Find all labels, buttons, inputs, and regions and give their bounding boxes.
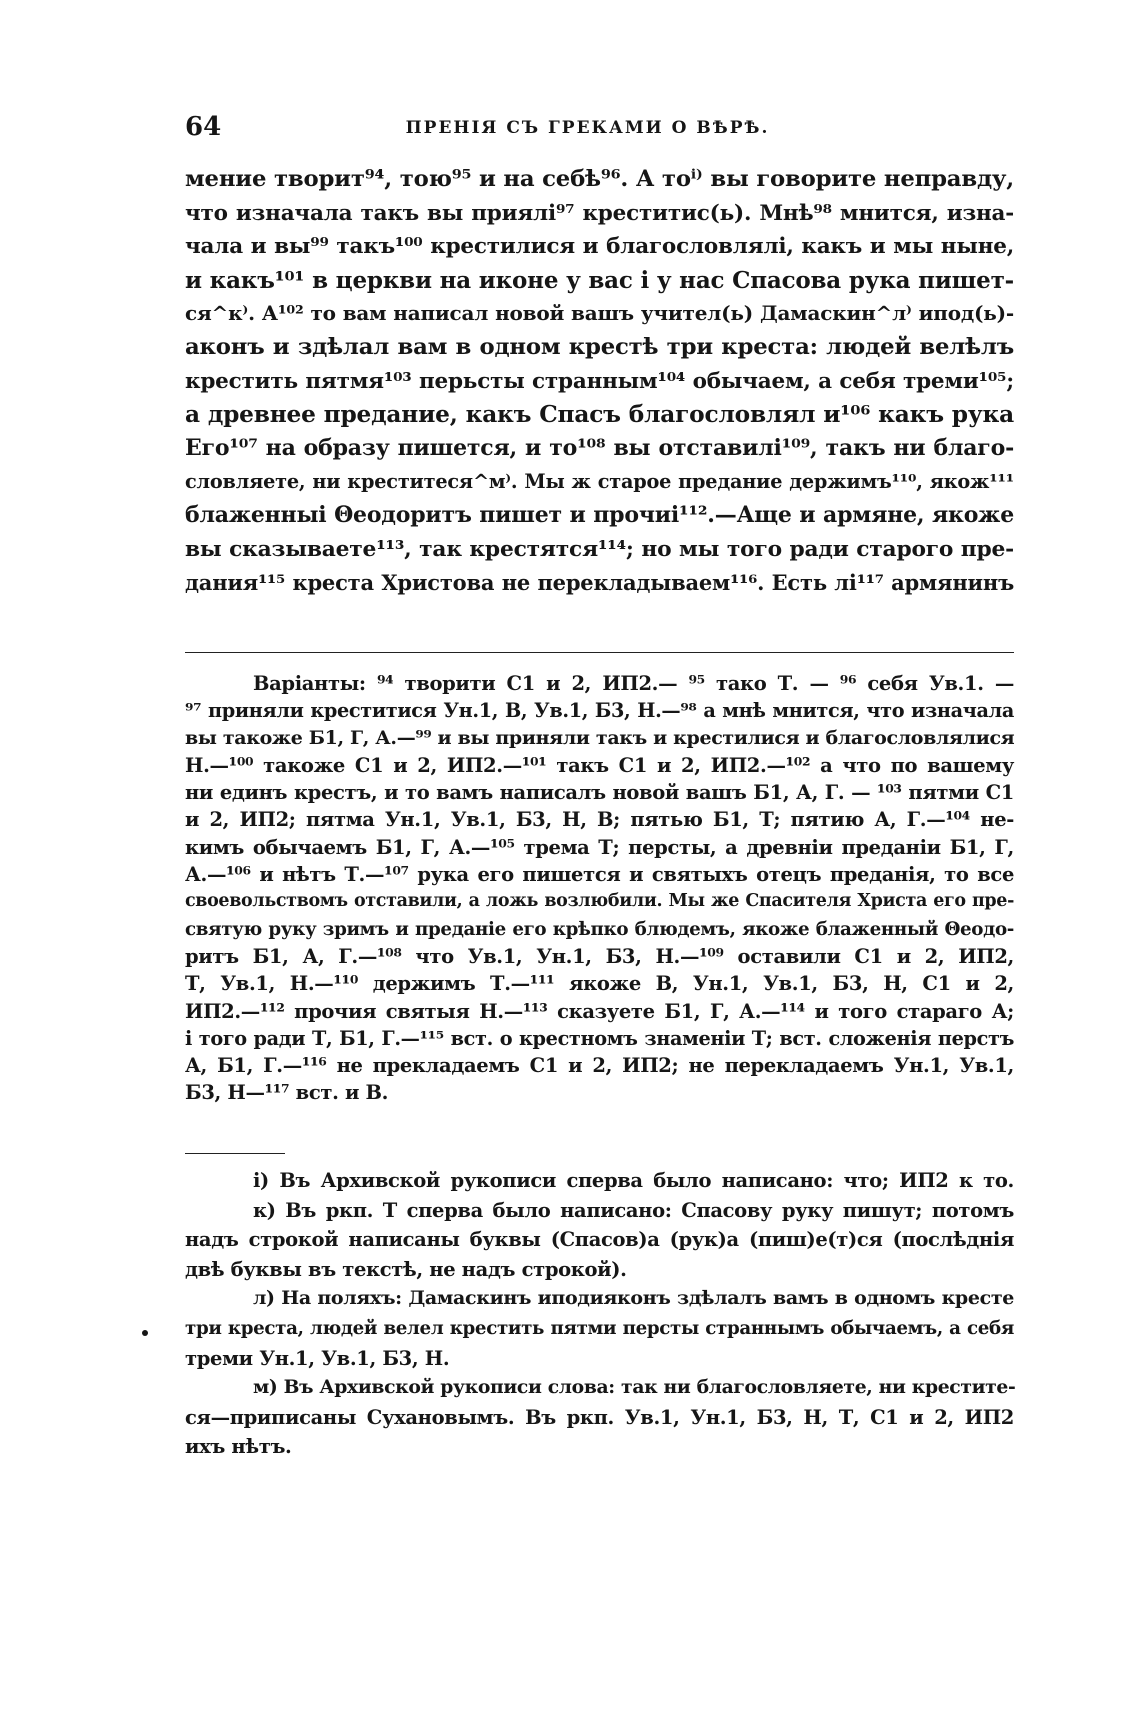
variants-line: вы такоже Б1, Г, А.—⁹⁹ и вы приняли такъ и крестилися и благословлялися xyxy=(185,726,1015,749)
main-text-line: мение творит⁹⁴, тою⁹⁵ и на себѣ⁹⁶. А тоⁱ⁾ вы говорите неправду, xyxy=(185,166,1014,192)
main-text-line: ся^к⁾. А¹⁰² то вам написал новой вашъ учител(ь) Дамаскин^л⁾ ипод(ь)- xyxy=(185,301,1014,326)
footnote-line: м) Въ Архивской рукописи слова: так ни благословляете, ни крестите- xyxy=(253,1376,1016,1399)
variants-line: А.—¹⁰⁶ и нѣтъ Т.—¹⁰⁷ рука его пишется и святыхъ отецъ преданія, то все xyxy=(185,863,1014,887)
variants-line: А, Б1, Г.—¹¹⁶ не прекладаемъ С1 и 2, ИП2; не перекладаемъ Ун.1, Ув.1, xyxy=(185,1054,1014,1078)
main-text-line: что изначала такъ вы приялі⁹⁷ креститис(ь). Мнѣ⁹⁸ мнится, изна- xyxy=(185,200,1014,226)
footnote-line: л) На поляхъ: Дамаскинъ иподияконъ здѣлалъ вамъ в одномъ кресте xyxy=(253,1287,1014,1310)
variants-line: и 2, ИП2; пятма Ун.1, Ув.1, Б3, Н, В; пятью Б1, Т; пятию А, Г.—¹⁰⁴ не- xyxy=(185,808,1014,832)
main-text-line: вы сказываете¹¹³, так крестятся¹¹⁴; но мы того ради старого пре- xyxy=(185,536,1014,562)
section-divider xyxy=(185,652,1014,653)
variants-line: святую руку зримъ и преданіе его крѣпко блюдемъ, якоже блаженный Θеодо- xyxy=(185,918,1014,940)
variants-line: ритъ Б1, А, Г.—¹⁰⁸ что Ув.1, Ун.1, Б3, Н.—¹⁰⁹ оставили С1 и 2, ИП2, xyxy=(185,944,1014,968)
page-number: 64 xyxy=(185,112,222,142)
footnote-line: треми Ун.1, Ув.1, Б3, Н. xyxy=(185,1346,450,1370)
variants-apparatus xyxy=(185,670,1014,1107)
margin-mark xyxy=(142,1330,148,1336)
main-text-line: и какъ¹⁰¹ в церкви на иконе у вас і у нас Спасова рука пишет- xyxy=(185,266,1014,294)
variants-line: ⁹⁷ приняли креститися Ун.1, В, Ув.1, Б3, Н.—⁹⁸ а мнѣ мнится, что изначала xyxy=(185,699,1014,723)
main-text-line: крестить пятмя¹⁰³ перьсты странным¹⁰⁴ обычаем, а себя треми¹⁰⁵; xyxy=(185,368,1014,394)
footnote-line: двѣ буквы въ текстѣ, не надъ строкой). xyxy=(185,1257,627,1281)
main-text-line: дания¹¹⁵ креста Христова не перекладываем¹¹⁶. Есть лі¹¹⁷ армянинъ xyxy=(185,570,1014,596)
main-text-line: а древнее предание, какъ Спасъ благословлял и¹⁰⁶ какъ рука xyxy=(185,401,1014,429)
variants-line: Т, Ув.1, Н.—¹¹⁰ держимъ Т.—¹¹¹ якоже В, Ун.1, Ув.1, Б3, Н, С1 и 2, xyxy=(185,972,1014,996)
footnote-line: к) Въ ркп. Т сперва было написано: Спасову руку пишут; потомъ xyxy=(253,1198,1014,1222)
variants-line: Варіанты: ⁹⁴ творити С1 и 2, ИП2.— ⁹⁵ тако Т. — ⁹⁶ себя Ув.1. — xyxy=(253,672,1014,695)
variants-line: своевольствомъ отставили, а ложь возлюбили. Мы же Спасителя Христа его пре- xyxy=(185,891,1014,912)
main-text-line: аконъ и здѣлал вам в одном крестѣ три креста: людей велѣлъ xyxy=(185,333,1014,360)
variants-line: Н.—¹⁰⁰ такоже С1 и 2, ИП2.—¹⁰¹ такъ С1 и 2, ИП2.—¹⁰² а что по вашему xyxy=(185,753,1014,777)
footnotes xyxy=(185,1166,1014,1462)
variants-line: ни единъ крестъ, и то вамъ написалъ новой вашъ Б1, А, Г. — ¹⁰³ пятми С1 xyxy=(185,781,1014,805)
footnote-line: і) Въ Архивской рукописи сперва было написано: что; ИП2 к то. xyxy=(253,1169,1014,1192)
variants-line: кимъ обычаемъ Б1, Г, А.—¹⁰⁵ трема Т; персты, а древніи преданіи Б1, Г, xyxy=(185,835,1014,859)
footnote-line: ся—приписаны Сухановымъ. Въ ркп. Ув.1, Ун.1, Б3, Н, Т, С1 и 2, ИП2 xyxy=(185,1405,1014,1429)
page-header xyxy=(185,112,990,152)
variants-line: Б3, Н—¹¹⁷ вст. и В. xyxy=(185,1081,389,1105)
footnote-divider xyxy=(185,1153,285,1154)
variants-line: ИП2.—¹¹² прочия святыя Н.—¹¹³ сказуете Б1, Г, А.—¹¹⁴ и того стараго А; xyxy=(185,999,1014,1023)
footnote-line: надъ строкой написаны буквы (Спасов)а (рук)а (пиш)е(т)ся (послѣднія xyxy=(185,1228,1014,1252)
running-title: ПРЕНІЯ СЪ ГРЕКАМИ О ВѢРѢ. xyxy=(405,118,770,138)
main-text-line: чала и вы⁹⁹ такъ¹⁰⁰ крестилися и благословлялі, какъ и мы ныне, xyxy=(185,234,1014,260)
main-text-line: Его¹⁰⁷ на образу пишется, и то¹⁰⁸ вы отставилі¹⁰⁹, такъ ни благо- xyxy=(185,434,1014,461)
footnote-line: ихъ нѣтъ. xyxy=(185,1435,292,1459)
main-text xyxy=(185,163,1014,600)
main-text-line: блаженныі Θеодоритъ пишет и прочиі¹¹².—Аще и армяне, якоже xyxy=(185,501,1014,528)
main-text-line: словляете, ни креститеся^м⁾. Мы ж старое предание держимъ¹¹⁰, якож¹¹¹ xyxy=(185,470,1014,494)
footnote-line: три креста, людей велел крестить пятми персты страннымъ обычаемъ, а себя xyxy=(185,1317,1014,1339)
variants-line: і того ради Т, Б1, Г.—¹¹⁵ вст. о крестномъ знаменіи Т; вст. сложенія перстъ xyxy=(185,1026,1014,1050)
